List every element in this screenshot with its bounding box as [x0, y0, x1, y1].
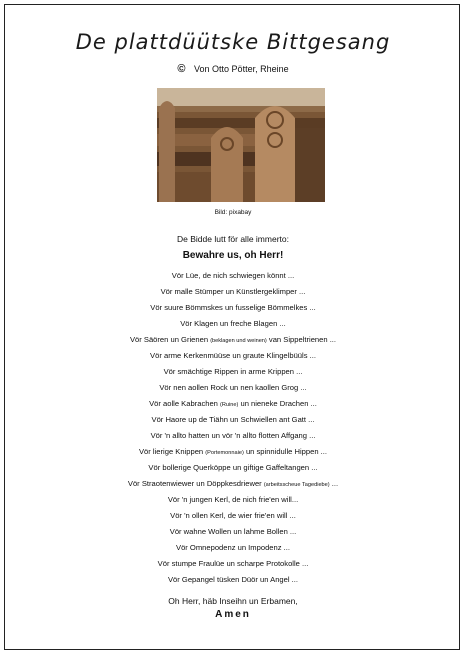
- verse-text: Vör arme Kerkenmüüse un graute Klingelbüüls ...: [150, 351, 316, 360]
- verse-text: Vör Haore up de Tiähn un Schwiellen ant Gatt ...: [151, 415, 315, 424]
- verse-text: Vör Gepangel tüsken Düör un Angel ...: [167, 575, 299, 584]
- verse-text: Vör Lüe, de nich schwiegen könnt ...: [171, 271, 295, 280]
- verse-text: Vör bollerige Querköppe un giftige Gaffeltangen ...: [148, 463, 318, 472]
- verse-text: Vör nen aollen Rock un nen kaollen Grog ...: [159, 383, 307, 392]
- church-pews-illustration: [157, 88, 325, 202]
- verse-line: [0, 414, 466, 430]
- verse-text-continued: ...: [329, 479, 339, 488]
- verse-text-continued: un nieneke Drachen ...: [238, 399, 317, 408]
- verse-text: Vör 'n jungen Kerl, de nich frie'en will...: [167, 495, 299, 504]
- verse-gloss: (Ruine): [220, 402, 239, 408]
- verse-text: Vör suure Bömmskes un fusselige Bömmelkes ...: [150, 303, 316, 312]
- verse-line: [0, 446, 466, 462]
- verse-text: Vör 'n ollen Kerl, de wier frie'en will ...: [170, 511, 296, 520]
- verse-text: Vör smächtige Rippen in arme Krippen ...: [163, 367, 303, 376]
- verse-text: Vör Säören un Grienen: [129, 335, 211, 344]
- verse-text: Vör wahne Wollen un lahme Bollen ...: [169, 527, 297, 536]
- verse-line: [0, 510, 466, 526]
- verse-line: [0, 494, 466, 510]
- copyright-symbol: ©: [177, 63, 186, 75]
- verse-text: Vör stumpe Fraulüe un scharpe Protokolle ...: [157, 559, 309, 568]
- verse-gloss: (arbeitsscheue Tagediebe): [263, 482, 330, 488]
- verse-text: Vör Omnepodenz un Impodenz ...: [176, 543, 290, 552]
- verse-line: [0, 366, 466, 382]
- verse-line: [0, 430, 466, 446]
- byline: [0, 63, 466, 75]
- verse-gloss: (Portemonnaie): [205, 450, 244, 456]
- verse-text: Vör aolle Kabrachen: [149, 399, 221, 408]
- page-title: De plattdüütske Bittgesang: [75, 30, 391, 54]
- verse-line: [0, 302, 466, 318]
- amen: Amen: [215, 609, 251, 620]
- verse-line: [0, 542, 466, 558]
- verse-text: Vör 'n allto hatten un vör 'n allto flotten Affgang ...: [150, 431, 316, 440]
- verse-line: [0, 382, 466, 398]
- verse-line: [0, 574, 466, 590]
- verse-line: [0, 462, 466, 478]
- verse-line: [0, 558, 466, 574]
- verse-line: [0, 526, 466, 542]
- image-caption: Bild: pixabay: [214, 209, 252, 216]
- author-credit: Von Otto Pötter, Rheine: [194, 64, 289, 74]
- verse-list: [0, 270, 466, 590]
- verse-text: Vör Straotenwiewer un Döppkesdriewer: [127, 479, 264, 488]
- verse-line: [0, 350, 466, 366]
- verse-gloss: (beklagen und weinen): [210, 338, 267, 344]
- verse-text-continued: van Sippeltrienen ...: [266, 335, 337, 344]
- verse-line: [0, 478, 466, 494]
- closing-line: Oh Herr, häb Inseihn un Erbamen,: [168, 596, 298, 606]
- refrain: Bewahre us, oh Herr!: [182, 250, 284, 261]
- church-pews-photo: [157, 88, 325, 202]
- verse-line: [0, 270, 466, 286]
- intro-line: De Bidde lutt för alle immerto:: [177, 234, 289, 244]
- verse-line: [0, 398, 466, 414]
- verse-text: Vör malle Stümper un Künstlergeklimper ...: [160, 287, 306, 296]
- verse-text: Vör lierige Knippen: [138, 447, 206, 456]
- verse-text-continued: un spinnidulle Hippen ...: [243, 447, 327, 456]
- verse-line: [0, 286, 466, 302]
- verse-line: [0, 318, 466, 334]
- verse-text: Vör Klagen un freche Blagen ...: [180, 319, 286, 328]
- verse-line: [0, 334, 466, 350]
